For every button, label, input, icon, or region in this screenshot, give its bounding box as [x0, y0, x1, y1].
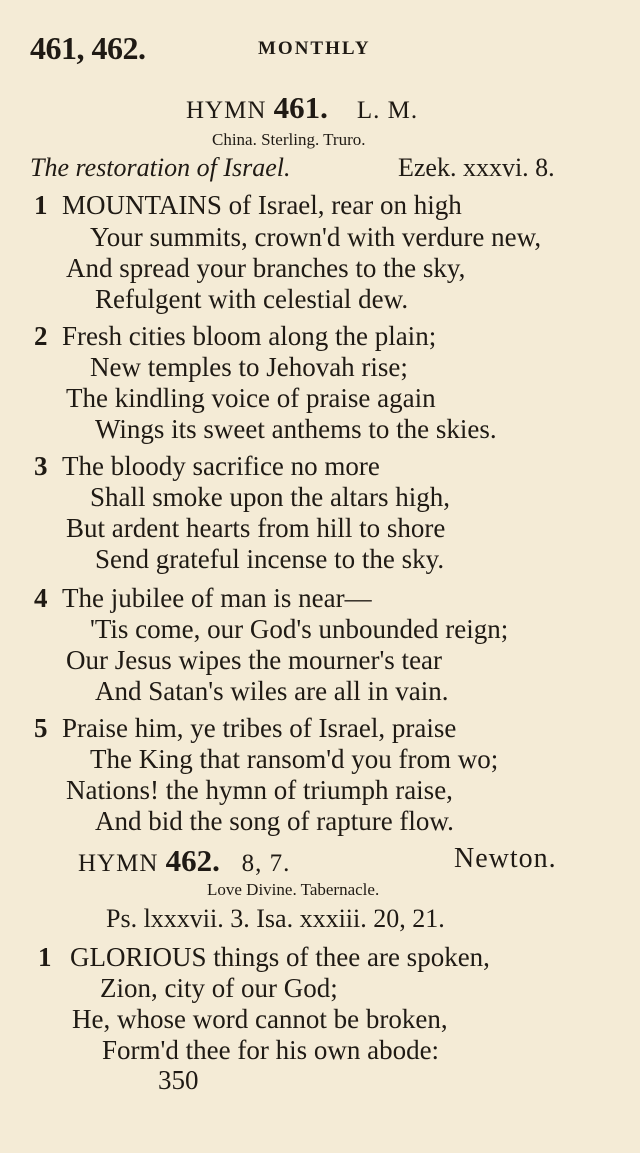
- verse-line: Refulgent with celestial dew.: [95, 284, 409, 314]
- hymn-462-reference: Ps. lxxxvii. 3. Isa. xxxiii. 20, 21.: [106, 904, 445, 933]
- verse-line: But ardent hearts from hill to shore: [66, 513, 446, 543]
- hymn-461-reference: Ezek. xxxvi. 8.: [398, 153, 555, 182]
- hymn-label: HYMN: [78, 850, 159, 877]
- verse-number: 5: [34, 713, 48, 743]
- verse-line: MOUNTAINS of Israel, rear on high: [62, 190, 462, 220]
- page-range-header: 461, 462.: [30, 30, 146, 66]
- verse-line: Your summits, crown'd with verdure new,: [90, 222, 542, 252]
- hymn-461-subject: [30, 153, 290, 183]
- verse-number: 2: [34, 321, 48, 351]
- hymn-462-tune-name: Newton.: [454, 843, 557, 874]
- verse-line: The bloody sacrifice no more: [62, 451, 380, 481]
- hymn-number: 461.: [273, 90, 328, 125]
- subject-title: The restoration of Israel.: [30, 153, 291, 182]
- verse-number: 1: [38, 942, 52, 972]
- hymn-meter: L. M.: [356, 97, 419, 124]
- verse-line: Nations! the hymn of triumph raise,: [66, 775, 453, 805]
- running-title: MONTHLY: [258, 38, 371, 59]
- verse-line: The King that ransom'd you from wo;: [90, 744, 499, 774]
- verse-line: The kindling voice of praise again: [66, 383, 436, 413]
- page-number: 350: [158, 1065, 199, 1095]
- hymn-461-heading: [186, 90, 418, 126]
- verse-number: 1: [34, 190, 48, 220]
- hymn-label: HYMN: [186, 97, 267, 124]
- verse-line: Send grateful incense to the sky.: [95, 544, 445, 574]
- verse-line: 'Tis come, our God's unbounded reign;: [90, 614, 509, 644]
- hymn-462-tunes: Love Divine. Tabernacle.: [207, 880, 380, 899]
- verse-number: 3: [34, 451, 48, 481]
- verse-line: Our Jesus wipes the mourner's tear: [66, 645, 443, 675]
- hymn-number: 462.: [165, 843, 220, 878]
- verse-line: Shall smoke upon the altars high,: [90, 482, 450, 512]
- verse-line: Wings its sweet anthems to the skies.: [95, 414, 497, 444]
- hymn-meter: 8, 7.: [241, 850, 291, 877]
- verse-line: Form'd thee for his own abode:: [102, 1035, 440, 1065]
- verse-line: Fresh cities bloom along the plain;: [62, 321, 437, 351]
- verse-line: And bid the song of rapture flow.: [95, 806, 454, 836]
- verse-line: Zion, city of our God;: [100, 973, 338, 1003]
- verse-line: GLORIOUS things of thee are spoken,: [70, 942, 490, 972]
- verse-line: The jubilee of man is near—: [62, 583, 372, 613]
- verse-line: Praise him, ye tribes of Israel, praise: [62, 713, 457, 743]
- verse-line: He, whose word cannot be broken,: [72, 1004, 448, 1034]
- verse-number: 4: [34, 583, 48, 613]
- hymn-462-heading: [78, 843, 290, 879]
- verse-line: And spread your branches to the sky,: [66, 253, 466, 283]
- hymn-461-tunes: China. Sterling. Truro.: [212, 130, 366, 149]
- verse-line: New temples to Jehovah rise;: [90, 352, 408, 382]
- verse-line: And Satan's wiles are all in vain.: [95, 676, 449, 706]
